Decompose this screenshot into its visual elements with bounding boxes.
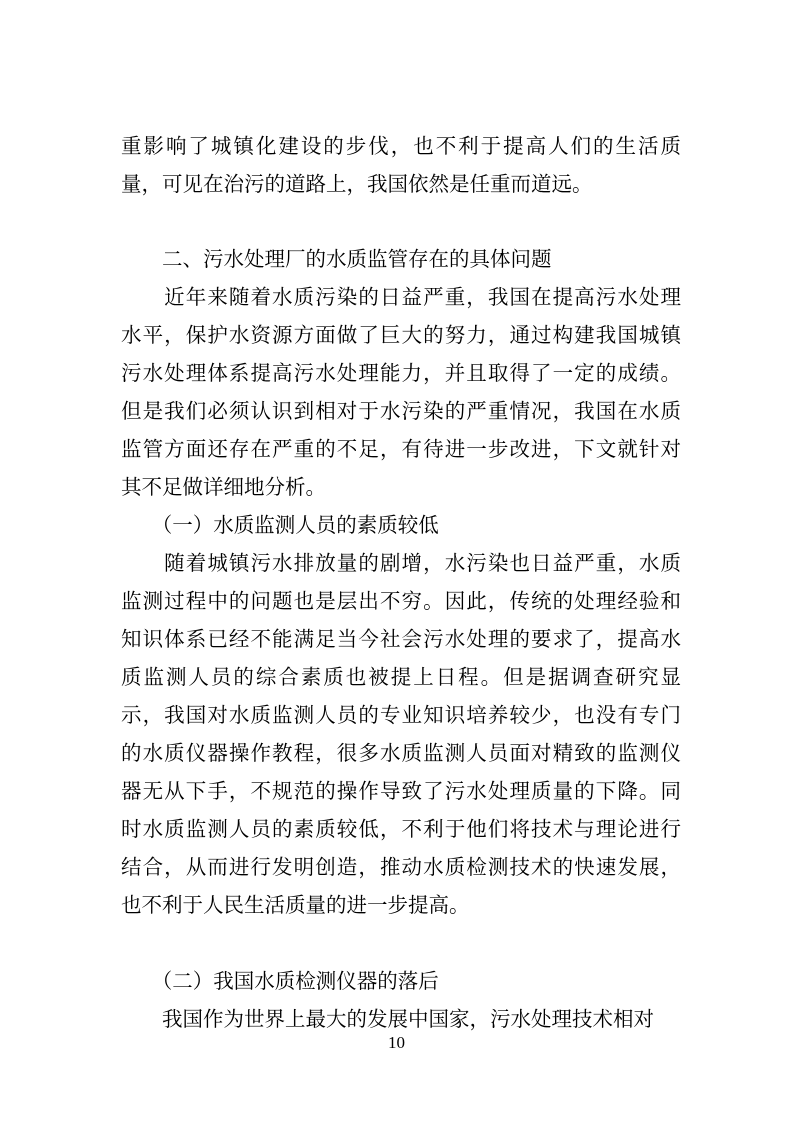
body-text-line: 水平，保护水资源方面做了巨大的努力，通过构建我国城镇 bbox=[121, 323, 681, 347]
body-text-line: 质监测人员的综合素质也被提上日程。但是据调查研究显 bbox=[121, 665, 681, 689]
body-text-line: 器无从下手，不规范的操作导致了污水处理质量的下降。同 bbox=[121, 779, 681, 803]
body-text-line: 结合，从而进行发明创造，推动水质检测技术的快速发展， bbox=[121, 855, 681, 879]
body-text-line: 时水质监测人员的素质较低，不利于他们将技术与理论进行 bbox=[121, 817, 681, 841]
body-text-line: 监管方面还存在严重的不足，有待进一步改进，下文就针对 bbox=[121, 437, 681, 461]
body-text-line: 也不利于人民生活质量的进一步提高。 bbox=[121, 893, 470, 917]
body-text-line: 知识体系已经不能满足当今社会污水处理的要求了，提高水 bbox=[121, 627, 681, 651]
body-text-line: 但是我们必须认识到相对于水污染的严重情况，我国在水质 bbox=[121, 399, 681, 423]
body-text-line: 的水质仪器操作教程，很多水质监测人员面对精致的监测仪 bbox=[121, 741, 681, 765]
body-text-line: 近年来随着水质污染的日益严重，我国在提高污水处理 bbox=[121, 285, 681, 309]
body-text-line: 监测过程中的问题也是层出不穷。因此，传统的处理经验和 bbox=[121, 589, 681, 613]
body-text-line: 污水处理体系提高污水处理能力，并且取得了一定的成绩。 bbox=[121, 361, 681, 385]
body-text-line: 随着城镇污水排放量的剧增，水污染也日益严重，水质 bbox=[121, 551, 681, 575]
page-number: 10 bbox=[388, 1033, 405, 1052]
body-text-line: 其不足做详细地分析。 bbox=[121, 475, 326, 499]
body-text-line: 我国作为世界上最大的发展中国家，污水处理技术相对 bbox=[121, 1007, 654, 1031]
section-heading: 二、污水处理厂的水质监管存在的具体问题 bbox=[121, 247, 552, 271]
subsection-heading: （一）水质监测人员的素质较低 bbox=[121, 513, 439, 537]
subsection-heading: （二）我国水质检测仪器的落后 bbox=[121, 969, 439, 993]
body-text-line: 重影响了城镇化建设的步伐，也不利于提高人们的生活质 bbox=[121, 134, 681, 158]
body-text-line: 示，我国对水质监测人员的专业知识培养较少，也没有专门 bbox=[121, 703, 681, 727]
body-text-line: 量，可见在治污的道路上，我国依然是任重而道远。 bbox=[121, 172, 593, 196]
